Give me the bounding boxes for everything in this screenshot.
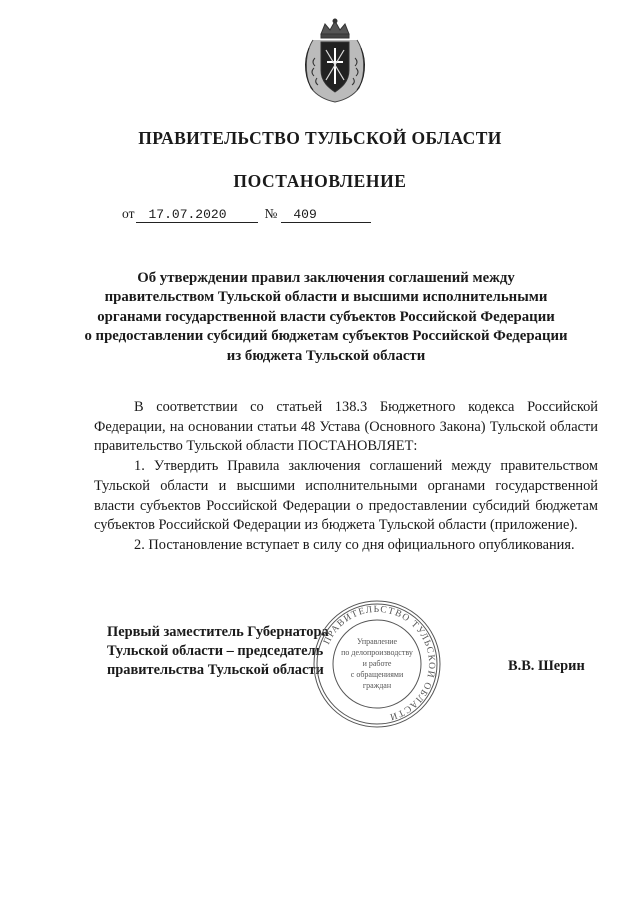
document-date: 17.07.2020 [136,207,258,223]
item-paragraph-2: 2. Постановление вступает в силу со дня официального опубликования. [134,536,575,553]
subject-line: из бюджета Тульской области [226,347,426,364]
stamp-inner-line: по делопроизводству [341,648,413,657]
document-number: 409 [281,207,371,223]
subject-line: органами государственной власти субъектов Российской Федерации [97,308,555,325]
signer-position-line: Тульской области – председатель [107,643,324,660]
registration-line [122,206,371,223]
stamp-outer-text: ПРАВИТЕЛЬСТВО ТУЛЬСКОЙ ОБЛАСТИ [322,604,437,722]
document-type-title: ПОСТАНОВЛЕНИЕ [233,171,407,191]
signer-position-line: Первый заместитель Губернатора [107,624,329,640]
subject-line: правительством Тульской области и высшими исполнительными [104,289,548,306]
organization-title: ПРАВИТЕЛЬСТВО ТУЛЬСКОЙ ОБЛАСТИ [138,128,502,148]
number-label: № [264,206,278,221]
stamp-inner-line: Управление [356,637,398,646]
official-stamp [310,598,444,730]
preamble-paragraph: В соответствии со статьей 138.3 Бюджетного кодекса Российской Федерации, на основании статьи 48 Устава (Основного Закона) Тульской области правительство Тульской области ПОСТАНОВЛЯЕТ: [94,399,598,455]
coat-of-arms-emblem [299,18,371,104]
document-body [94,398,598,556]
item-paragraph-1: 1. Утвердить Правила заключения соглашений между правительством Тульской области и высшими исполнительными органами государственной власти субъектов Российской Федерации о предоставлении субсидий бюджетам субъектов Российской Федерации из бюджета Тульской области (приложение). [94,458,598,534]
subject-line: о предоставлении субсидий бюджетам субъектов Российской Федерации [84,328,568,345]
subject-line: Об утверждении правил заключения соглашений между [137,270,515,286]
date-label: от [122,206,135,221]
signer-position-line: правительства Тульской области [107,662,324,679]
signer-name: В.В. Шерин [508,658,585,674]
document-subject [60,269,592,366]
stamp-inner-line: с обращениями [350,670,404,679]
stamp-inner-line: и работе [362,659,392,668]
stamp-inner-line: граждан [362,681,392,690]
signer-position [107,623,329,681]
